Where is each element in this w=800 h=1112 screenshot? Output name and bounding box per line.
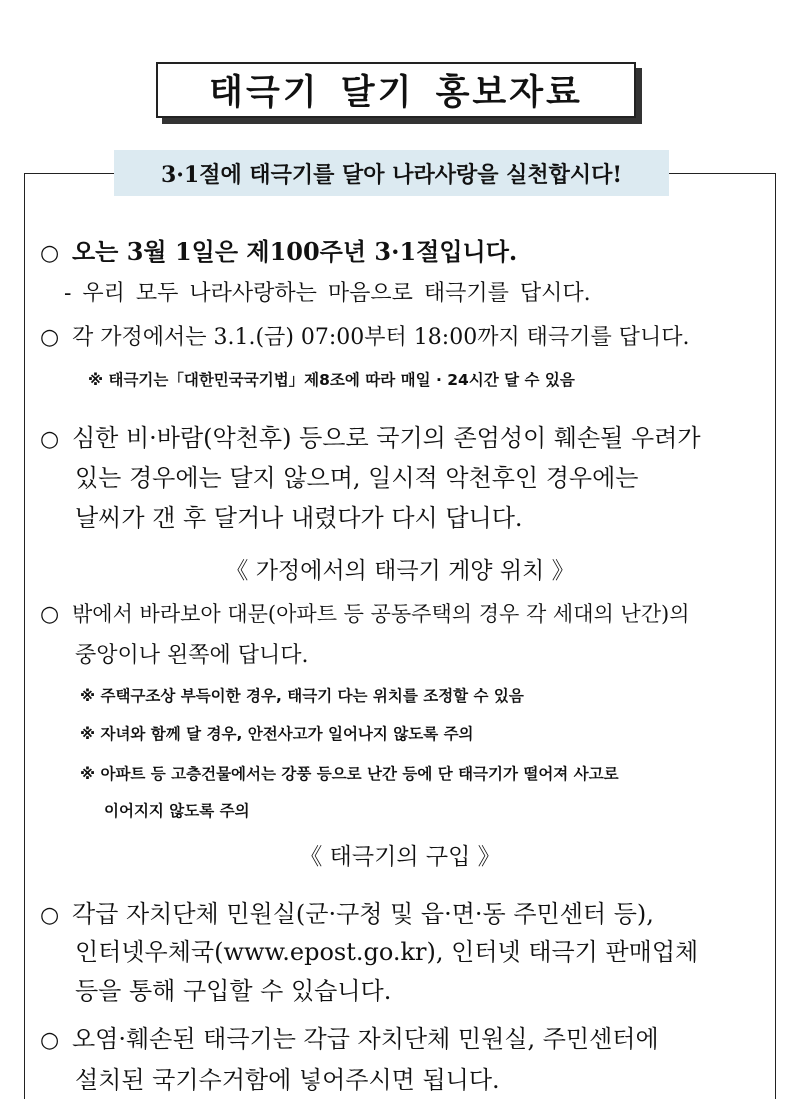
bullet-icon: ○ [40,602,60,627]
section-heading-purchase: 《 태극기의 구입 》 [299,844,501,870]
section1-item [40,598,690,628]
section2-item-2 [40,1019,659,1054]
item-3-line2: 있는 경우에는 달지 않으며, 일시적 악천후인 경우에는 [75,464,639,492]
item-3-line3: 날씨가 갠 후 달거나 내렸다가 다시 답니다. [75,504,523,532]
section2-item2-line2: 설치된 국기수거함에 넣어주시면 됩니다. [75,1066,500,1094]
item-2-note: ※ 태극기는「대한민국국기법」제8조에 따라 매일 · 24시간 달 수 있음 [88,371,575,389]
section1-line1: 밖에서 바라보아 대문(아파트 등 공동주택의 경우 각 세대의 난간)의 [72,602,690,626]
section1-note-3-cont: 이어지지 않도록 주의 [104,802,250,820]
item-1-line2: - 우리 모두 나라사랑하는 마음으로 태극기를 답시다. [64,281,591,306]
section2-item-1 [40,894,654,929]
page-title: 태극기 달기 홍보자료 [156,62,636,118]
item-1-line1: 오는 3월 1일은 제100주년 3·1절입니다. [72,237,518,266]
section2-item1-line2: 인터넷우체국(www.epost.go.kr), 인터넷 태극기 판매업체 [75,938,699,966]
item-1 [40,232,517,267]
section2-item1-line3: 등을 통해 구입할 수 있습니다. [75,977,392,1005]
bullet-icon: ○ [40,427,60,452]
item-2 [40,320,689,351]
item-3 [40,418,701,453]
bullet-icon: ○ [40,325,60,350]
item-2-line1: 각 가정에서는 3.1.(금) 07:00부터 18:00까지 태극기를 답니다. [72,325,690,350]
bullet-icon: ○ [40,240,60,266]
section1-note-3: ※ 아파트 등 고층건물에서는 강풍 등으로 난간 등에 단 태극기가 떨어져 사고로 [80,765,619,783]
section1-line2: 중앙이나 왼쪽에 답니다. [75,643,309,668]
section-heading-placement: 《 가정에서의 태극기 게양 위치 》 [225,558,575,584]
bullet-icon: ○ [40,1028,60,1053]
section1-note-1: ※ 주택구조상 부득이한 경우, 태극기 다는 위치를 조정할 수 있음 [80,687,524,705]
section2-item1-line1: 각급 자치단체 민원실(군·구청 및 읍·면·동 주민센터 등), [72,900,654,928]
section1-note-2: ※ 자녀와 함께 달 경우, 안전사고가 일어나지 않도록 주의 [80,725,474,743]
bullet-icon: ○ [40,903,60,928]
banner-heading: 3·1절에 태극기를 달아 나라사랑을 실천합시다! [114,150,669,196]
section2-item2-line1: 오염·훼손된 태극기는 각급 자치단체 민원실, 주민센터에 [72,1025,659,1053]
item-3-line1: 심한 비·바람(악천후) 등으로 국기의 존엄성이 훼손될 우려가 [72,424,701,452]
